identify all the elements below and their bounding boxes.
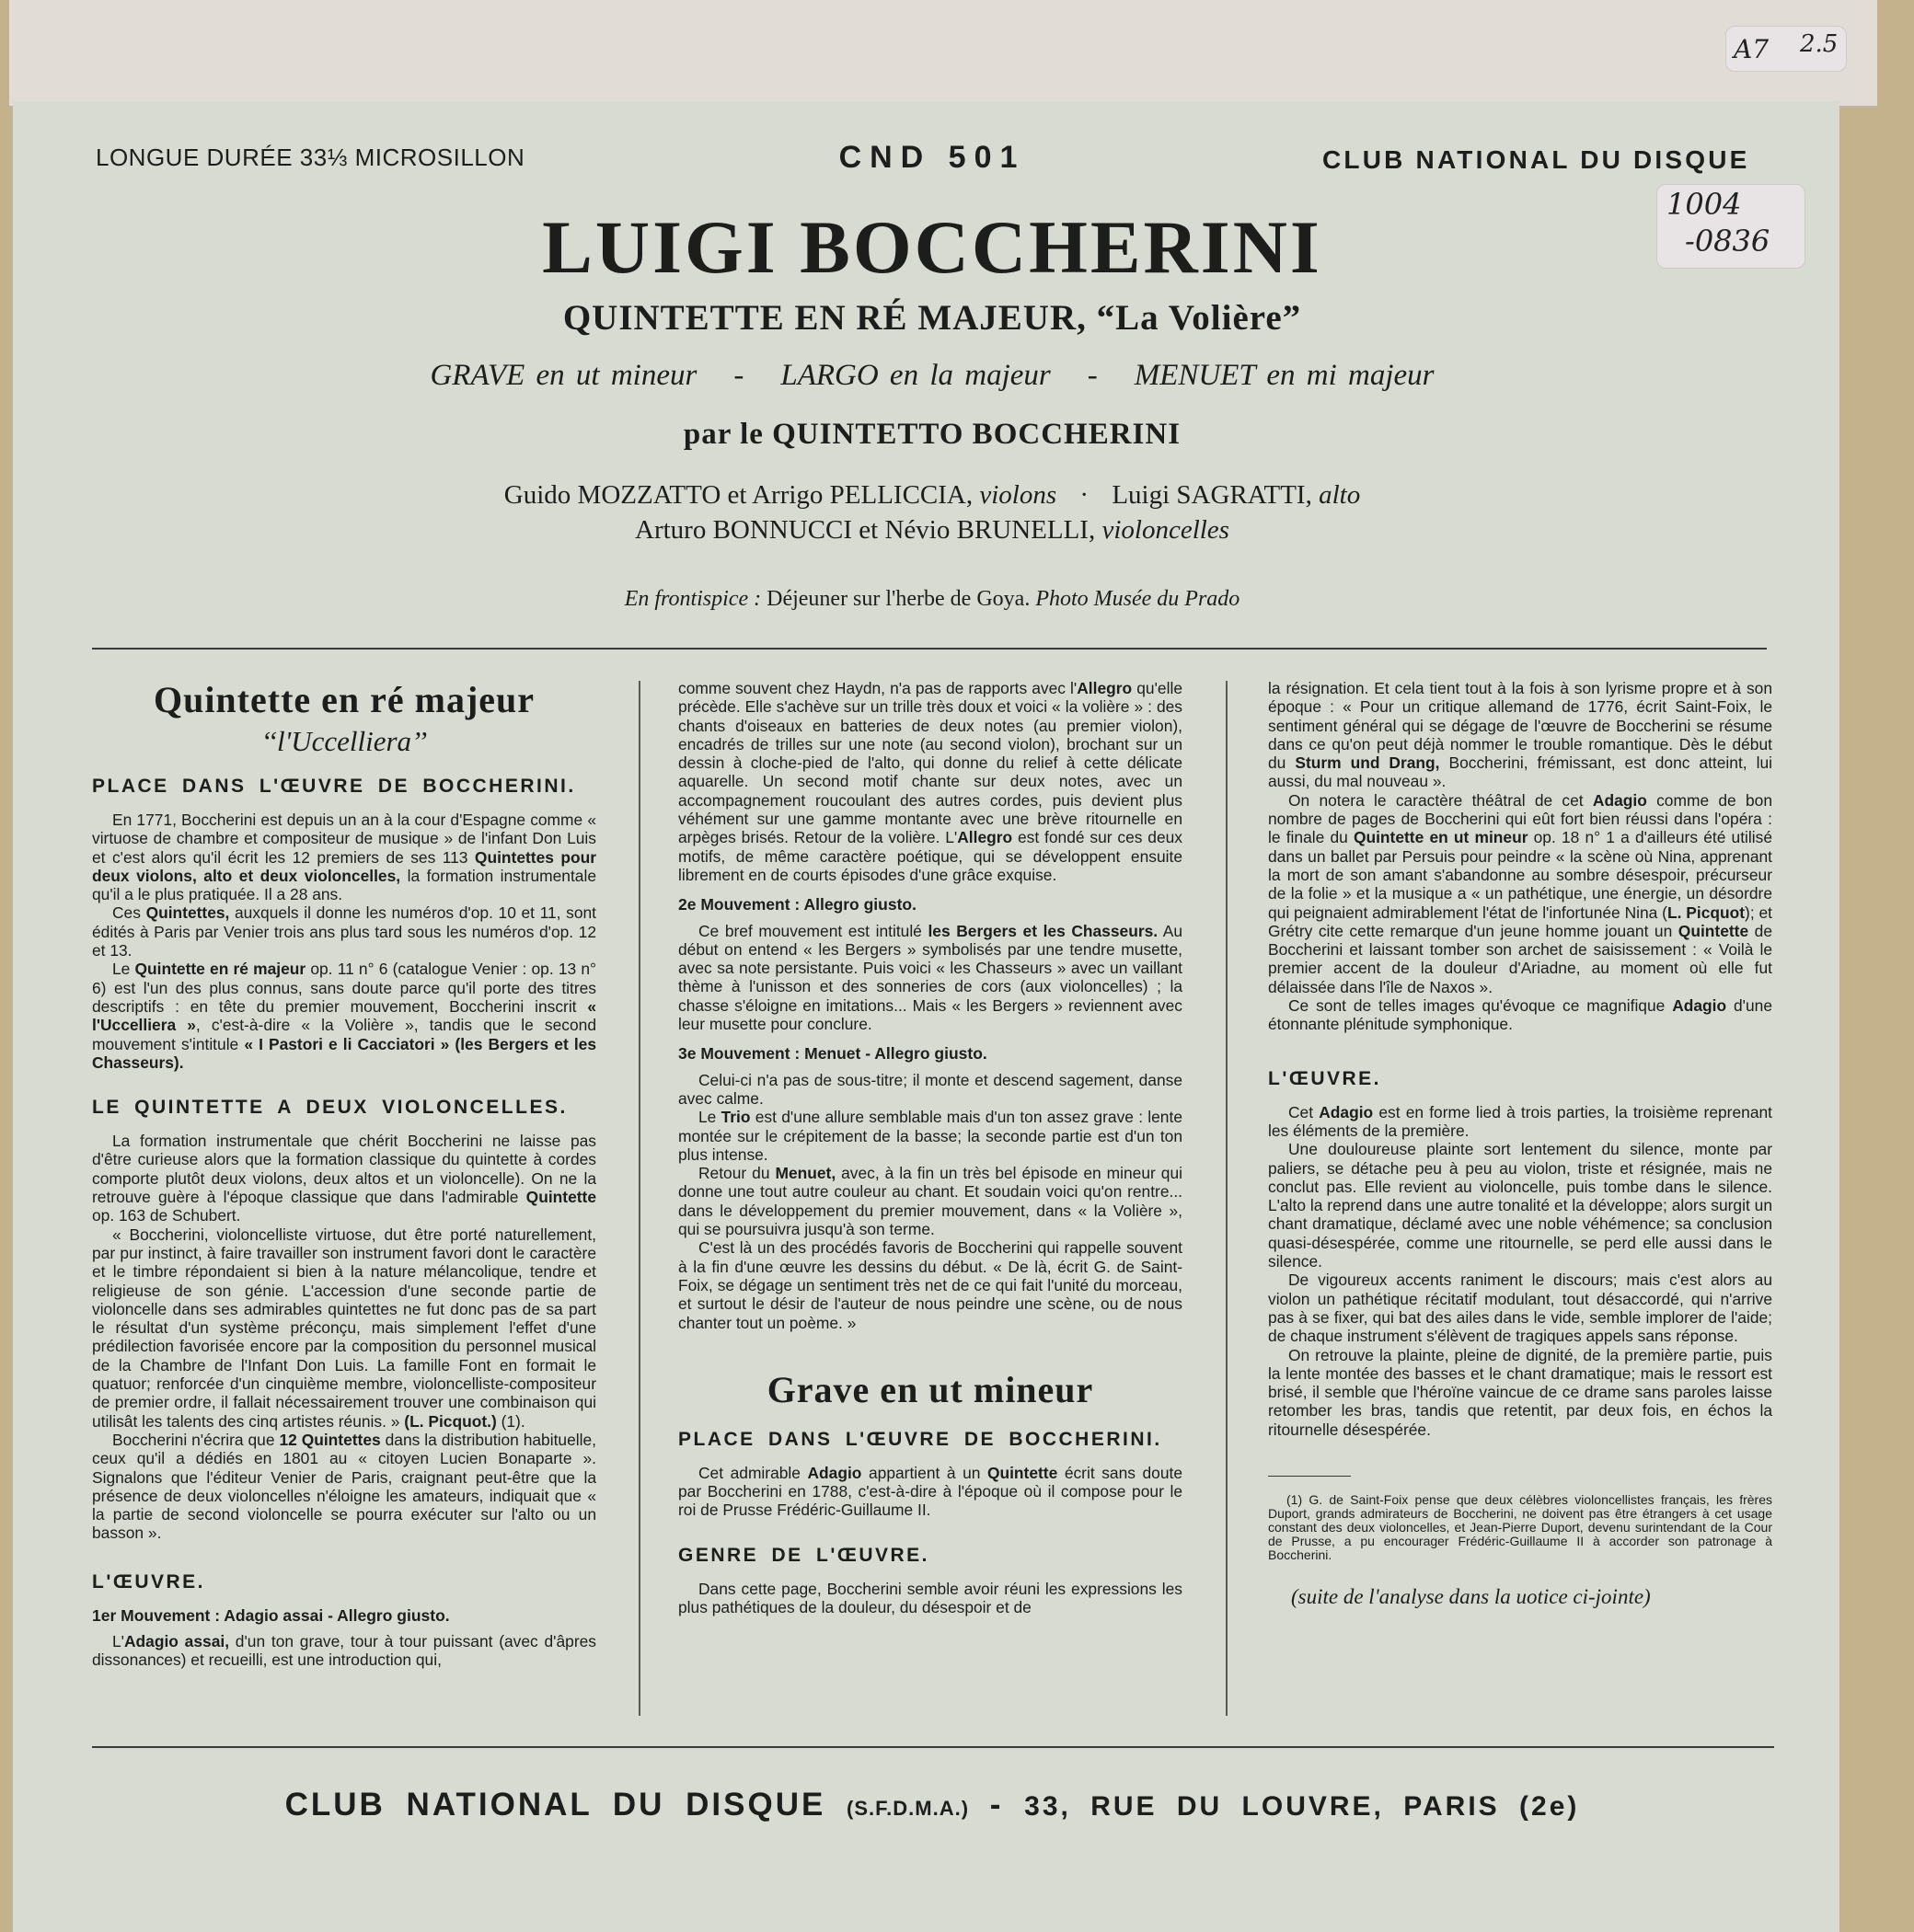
- paragraph: [92, 1632, 596, 1670]
- paragraph: [678, 1580, 1182, 1617]
- text-run: (1).: [496, 1411, 525, 1431]
- bold-run: Sturm und Drang,: [1295, 753, 1440, 773]
- paragraph: [678, 1238, 1182, 1331]
- section-heading: PLACE DANS L'ŒUVRE DE BOCCHERINI.: [678, 1428, 1162, 1450]
- text-run: « Boccherini, violoncelliste virtuose, dut être porté naturellement, par pur instinct, à faire travailler son instrument favori dont le caractère et le timbre répondaient si bien à la nature mélancolique, tendre et religieuse de son génie. L'accession d'une seconde partie de violoncelle dans ses admirables quintettes ne fut donc pas de sa part le résultat d'un système préconçu, mais simplement l'effet d'une prédilection favorisée encore par la composition du personnel musical de la Chambre de l'Infant Don Luis. La famille Font en formait le quatuor; renforcée d'un cinquième membre, violoncelliste-compositeur de premier ordre, il fallait nécessairement trouver une combinaison qui utilisât les talents des cinq artistes réunis. »: [92, 1225, 596, 1431]
- label-name: CLUB NATIONAL DU DISQUE: [1322, 145, 1750, 174]
- movement-1: GRAVE en ut mineur: [430, 359, 698, 392]
- grave-section: [678, 1369, 1182, 1616]
- bold-run: Quintette: [1678, 921, 1749, 940]
- performers-line-2: [0, 515, 1864, 546]
- text-run: En 1771, Boccherini est depuis un an à la cour d'Espagne comme « virtuose de chambre et compositeur de musique » de l'infant Don Luis et c'est alors qu'il écrit les 12 premiers de ses 113: [92, 811, 596, 867]
- bold-run: Allegro: [1077, 679, 1133, 697]
- sleeve-top-flap: [9, 0, 1877, 108]
- text-run: L': [112, 1631, 124, 1650]
- text-run: On retrouve la plainte, pleine de dignité, de la première partie, puis la lente montée des basses et le chant dramatique; mais le ressort est brisé, il semble que l'héroïne vaincue de ce drame sans paroles laisse retomber les bras, tandis que retentit, par deux fois, en échos la ritournelle désespérée.: [1268, 1345, 1772, 1439]
- format-label: LONGUE DURÉE 33⅓ MICROSILLON: [96, 144, 525, 171]
- text-run: De vigoureux accents raniment le discours; mais c'est alors au violon un pathétique récitatif modulant, tout désaccordé, qui n'arrive pas à se fixer, qui bat des ailes dans le vide, semble implorer de l'aide; de chaque instrument s'élèvent de tragiques appels sans réponse.: [1268, 1271, 1772, 1346]
- text-run: auxquels il donne les numéros d'op. 10 et 11, sont édités à Paris par Venier trois ans plus tard sous les numéros d'op. 12 et 13.: [92, 903, 596, 960]
- continuation-note: (suite de l'analyse dans la uotice ci-jointe): [1291, 1584, 1651, 1608]
- paragraph: [678, 1164, 1182, 1238]
- bold-run: « l'Uccelliera »: [92, 996, 596, 1035]
- handwritten-a7: A7: [1734, 34, 1770, 64]
- text-run: Celui-ci n'a pas de sous-titre; il monte et descend sagement, danse avec calme.: [678, 1070, 1182, 1108]
- separator: ·: [1079, 480, 1090, 510]
- text-run: Ces: [112, 903, 146, 923]
- bottom-divider: [92, 1746, 1774, 1748]
- paragraph: [92, 811, 596, 903]
- bold-run: Quintettes,: [145, 903, 230, 923]
- text-run: , c'est-à-dire « la Volière », tandis que le second mouvement s'intitule: [92, 1016, 596, 1053]
- footnote-rule: [1268, 1476, 1351, 1477]
- publisher-footer: [0, 1787, 1864, 1823]
- text-run: Retour du: [698, 1164, 776, 1183]
- frontispiece-text: Déjeuner sur l'herbe de Goya.: [767, 587, 1031, 611]
- handwritten-tag: [1725, 26, 1847, 72]
- bold-run: Allegro: [957, 828, 1013, 847]
- bold-run: L. Picquot: [1666, 903, 1746, 922]
- movement-2: LARGO en la majeur: [780, 359, 1051, 392]
- text-run: ); et Grétry cite cette remarque d'un jeune homme jouant un: [1268, 903, 1772, 940]
- text-run: op. 18 n° 1 a d'ailleurs été utilisé dans un ballet par Persuis pour peindre « la scène où Nina, apprenant la mort de son amant s'abandonne au sombre désespoir, précurseur de la folie » et la musique a « un pathétique, une énergie, un désordre qui peignaient admirablement l'état de l'infortunée Nina (: [1268, 828, 1772, 922]
- bold-run: Quintette en ré majeur: [134, 960, 306, 979]
- frontispiece-label: En frontispice :: [624, 587, 762, 611]
- bold-run: « I Pastori e li Cacciatori » (les Bergers et les Chasseurs).: [92, 1034, 596, 1072]
- text-run: est en forme lied à trois parties, la troisième reprenant les éléments de la première.: [1268, 1102, 1772, 1140]
- section-heading: GENRE DE L'ŒUVRE.: [678, 1544, 930, 1566]
- section-heading: L'ŒUVRE.: [92, 1570, 206, 1593]
- publisher-abbr: (S.F.D.M.A.): [847, 1797, 970, 1820]
- text-run: C'est là un des procédés favoris de Boccherini qui rappelle souvent à la fin d'une œuvre les dessins du début. « De là, écrit G. de Saint-Foix, se dégage un sentiment très net de ce qui fait l'unité du morceau, et surtout le désir de l'auteur de nous peindre une scène, ou de nous chanter tout un poème. »: [678, 1238, 1182, 1332]
- paragraph: [1268, 1346, 1772, 1439]
- bold-run: Quintette: [986, 1463, 1058, 1482]
- text-run: qu'elle précède. Elle s'achève sur un trille très doux et voici « la volière » : des chants d'oiseaux en batteries de deux notes (au premier violon), encadrés de trilles sur une note (au second violon), brochant sur un dessin à cloche-pied de l'alto, qui donne du relief à cette délicate aquarelle. Un second motif chante sur deux notes, avec un accompagnement roucoulant des autres cordes, puis devient plus véhément sur une gamme montante avec une brève ritournelle en arpèges brisés. Retour de la volière. L': [678, 679, 1182, 847]
- movement-heading: 1er Mouvement : Adagio assai - Allegro giusto.: [92, 1605, 450, 1625]
- catalog-number: CND 501: [838, 140, 1026, 175]
- paragraph: [92, 1431, 596, 1543]
- bold-run: Adagio: [1672, 996, 1727, 1016]
- paragraph: [678, 1108, 1182, 1164]
- column-2: [678, 679, 1182, 1616]
- movement-heading: 3e Mouvement : Menuet - Allegro giusto.: [678, 1044, 987, 1064]
- separator: -: [1087, 359, 1098, 392]
- text-run: la formation instrumentale qu'il a le plus pratiquée. Il a 28 ans.: [92, 866, 597, 904]
- column-divider: [1226, 681, 1228, 1716]
- text-run: Cet admirable: [698, 1463, 808, 1482]
- text-run: dans la distribution habituelle, ceux qu'il a dédiés en 1801 au « citoyen Lucien Bonaparte ». Signalons que l'éditeur Venier de Paris, craignant peut-être que la présence de deux violoncelles n'éloigne les amateurs, indiquait que « la partie de second violoncelle se pourra exécuter sur l'alto ou un basson ».: [92, 1430, 596, 1543]
- paragraph: [678, 1464, 1182, 1520]
- footnote: (1) G. de Saint-Foix pense que deux célèbres violoncellistes français, les frères Duport, grands admirateurs de Boccherini, ne doivent pas être étrangers à cet usage constant des deux violoncelles, et Jean-Pierre Duport, devenu surintendant de la Cour de Prusse, a pu encourager Frédéric-Guillaume II à accorder son patronage à Boccherini.: [1268, 1491, 1772, 1562]
- text-run: de Boccherini et laissant tomber son archet de saisissement : « Voilà le premier accent de la douleur d'Ariadne, au moment où elle fut délaissée dans l'île de Naxos ».: [1268, 921, 1772, 996]
- bold-run: Quintette: [525, 1188, 596, 1207]
- handwritten-price: 2.5: [1800, 30, 1839, 58]
- column-3: [1268, 679, 1772, 1610]
- separator: -: [733, 359, 744, 392]
- composer-title: LUIGI BOCCHERINI: [542, 205, 1322, 289]
- text-run: la résignation. Et cela tient tout à la fois à son lyrisme propre et à son époque : « Pour un critique allemand de 1776, écrit Saint-Foix, le sentiment général qui se dégage de l'œuvre de Boccherini se résume dans ce qu'on peut déjà nommer le trouble romantique. Dès le début du: [1268, 679, 1772, 773]
- text-run: Le: [698, 1108, 721, 1127]
- text-run: appartient à un: [861, 1463, 987, 1482]
- text-run: est fondé sur ces deux motifs, de même caractère poétique, qui se développent ensuite librement en de courts épisodes d'une grâce exquise.: [678, 828, 1182, 884]
- text-run: Boccherini, frémissant, est donc atteint, lui aussi, du mal nouveau ».: [1268, 753, 1773, 791]
- text-run: est d'une allure semblable mais d'un ton assez grave : lente montée sur le crépitement de la basse; la seconde partie est d'un ton plus intense.: [678, 1108, 1182, 1164]
- paragraph: [1268, 1140, 1772, 1271]
- work-subtitle: QUINTETTE EN RÉ MAJEUR, “La Volière”: [562, 298, 1302, 338]
- top-divider: [92, 648, 1767, 650]
- bold-run: les Bergers et les Chasseurs.: [928, 921, 1159, 940]
- paragraph: [1268, 679, 1772, 791]
- section-title: Quintette en ré majeur: [153, 679, 536, 720]
- paragraph: [1268, 1103, 1772, 1141]
- section-title: Grave en ut mineur: [767, 1368, 1094, 1410]
- frontispiece-credit: [0, 587, 1864, 612]
- performer-role: alto: [1319, 480, 1361, 510]
- section-heading: LE QUINTETTE A DEUX VIOLONCELLES.: [92, 1097, 568, 1119]
- movement-3: MENUET en mi majeur: [1134, 359, 1435, 392]
- bold-run: Trio: [721, 1108, 751, 1127]
- paragraph: [678, 1071, 1182, 1109]
- text-run: comme souvent chez Haydn, n'a pas de rapports avec l': [678, 679, 1078, 697]
- paragraph: [1268, 996, 1772, 1034]
- ensemble-line: par le QUINTETTO BOCCHERINI: [683, 418, 1182, 451]
- text-run: avec, à la fin un très bel épisode en mineur qui donne une tout autre couleur au chant. Et soudain voici qu'on rentre... dans le développement du premier mouvement, dans « la Volière », qui se poursuivra jusqu'à son terme.: [678, 1164, 1182, 1239]
- text-run: op. 11 n° 6 (catalogue Venier : op. 13 n° 6) est l'un des plus connus, sans doute parce qu'il porte des titres descriptifs : en tête du premier mouvement, Boccherini inscrit: [92, 960, 596, 1016]
- photo-credit: Photo Musée du Prado: [1035, 587, 1240, 611]
- bold-run: Quintettes pour deux violons, alto et deux violoncelles,: [92, 847, 596, 885]
- paragraph: [92, 960, 596, 1072]
- section-subtitle: ‘‘l'Uccelliera’’: [260, 725, 428, 757]
- bold-run: 12 Quintettes: [279, 1430, 381, 1449]
- publisher-address: 33, RUE DU LOUVRE, PARIS (2e): [1024, 1791, 1580, 1822]
- performer-names: Luigi SAGRATTI,: [1112, 480, 1312, 510]
- bold-run: (L. Picquot.): [404, 1411, 497, 1431]
- paragraph: [678, 922, 1182, 1034]
- text-run: Cet: [1288, 1102, 1320, 1121]
- text-run: d'une étonnante plénitude symphonique.: [1268, 996, 1772, 1034]
- publisher-name: CLUB NATIONAL DU DISQUE: [284, 1787, 826, 1823]
- text-run: Ce bref mouvement est intitulé: [698, 921, 928, 940]
- performer-role: violons: [979, 480, 1057, 510]
- section-heading: PLACE DANS L'ŒUVRE DE BOCCHERINI.: [92, 776, 576, 797]
- bold-run: Quintette en ut mineur: [1353, 828, 1528, 847]
- bold-run: Adagio: [807, 1463, 862, 1482]
- handwritten-number-2: -0836: [1685, 224, 1770, 259]
- bold-run: Adagio assai,: [124, 1631, 230, 1650]
- bold-run: Menuet,: [775, 1164, 836, 1183]
- text-run: op. 163 de Schubert.: [92, 1206, 241, 1225]
- text-run: comme de bon nombre de pages de Boccherini qui eût fort bien réussi dans l'opéra : le finale du: [1268, 790, 1772, 847]
- paragraph: [92, 1225, 596, 1431]
- handwritten-number-1: 1004: [1666, 187, 1742, 222]
- text-run: Dans cette page, Boccherini semble avoir réuni les expressions les plus pathétiques de la douleur, du désespoir et de: [678, 1579, 1182, 1616]
- paragraph: [92, 903, 596, 960]
- text-run: On notera le caractère théâtral de cet: [1288, 790, 1593, 810]
- performer-names: Arturo BONNUCCI et Névio BRUNELLI,: [635, 515, 1096, 545]
- text-run: Boccherini n'écrira que: [112, 1430, 280, 1449]
- performers-line-1: [0, 480, 1864, 511]
- paragraph: [1268, 791, 1772, 996]
- column-1: [92, 679, 596, 1670]
- text-run: La formation instrumentale que chérit Boccherini ne laisse pas d'être curieuse alors que la formation classique du quintette à cordes comporte plutôt deux violons, deux altos et un violoncelle). On ne la retrouve guère à l'époque classique que dans l'admirable: [92, 1132, 596, 1207]
- performer-role: violoncelles: [1101, 515, 1229, 545]
- movement-heading: 2e Mouvement : Allegro giusto.: [678, 895, 917, 914]
- text-run: Le: [112, 960, 135, 979]
- text-run: Ce sont de telles images qu'évoque ce magnifique: [1288, 996, 1673, 1016]
- bold-run: Adagio: [1592, 790, 1647, 810]
- movements-line: [0, 359, 1864, 393]
- performer-names: Guido MOZZATTO et Arrigo PELLICCIA,: [503, 480, 974, 510]
- paragraph: [92, 1132, 596, 1225]
- separator: -: [989, 1787, 1004, 1823]
- paragraph: [1268, 1271, 1772, 1345]
- column-divider: [639, 681, 640, 1716]
- bold-run: Adagio: [1319, 1102, 1374, 1121]
- paragraph: [678, 679, 1182, 884]
- text-run: d'un ton grave, tour à tour puissant (avec d'âpres dissonances) et recueilli, est une introduction qui,: [92, 1631, 596, 1670]
- text-run: Au début on entend « les Bergers » symbolisés par une tendre musette, avec sa note persistante. Puis voici « les Chasseurs » avec un vaillant thème à l'unisson et des sonneries de cors (aux violoncelles) ; la chasse s'éloigne en imitations... Mais « les Bergers » reviennent avec leur musette pour conclure.: [678, 921, 1183, 1034]
- text-run: Une douloureuse plainte sort lentement du silence, monte par paliers, se détache peu à peu au violon, triste et résignée, mais ne conclut pas. Elle revient au violoncelle, puis tombe dans le silence. L'alto la reprend dans une autre tonalité et la développe; alors surgit un chant dramatique, déclamé avec une noble véhémence; sa conclusion quasi-désespérée, comme une ritournelle, se perd elle aussi dans le silence.: [1268, 1140, 1772, 1271]
- section-heading: L'ŒUVRE.: [1268, 1067, 1382, 1089]
- text-run: écrit sans doute par Boccherini en 1788, c'est-à-dire à l'époque où il compose pour le roi de Prusse Frédéric-Guillaume II.: [678, 1463, 1182, 1520]
